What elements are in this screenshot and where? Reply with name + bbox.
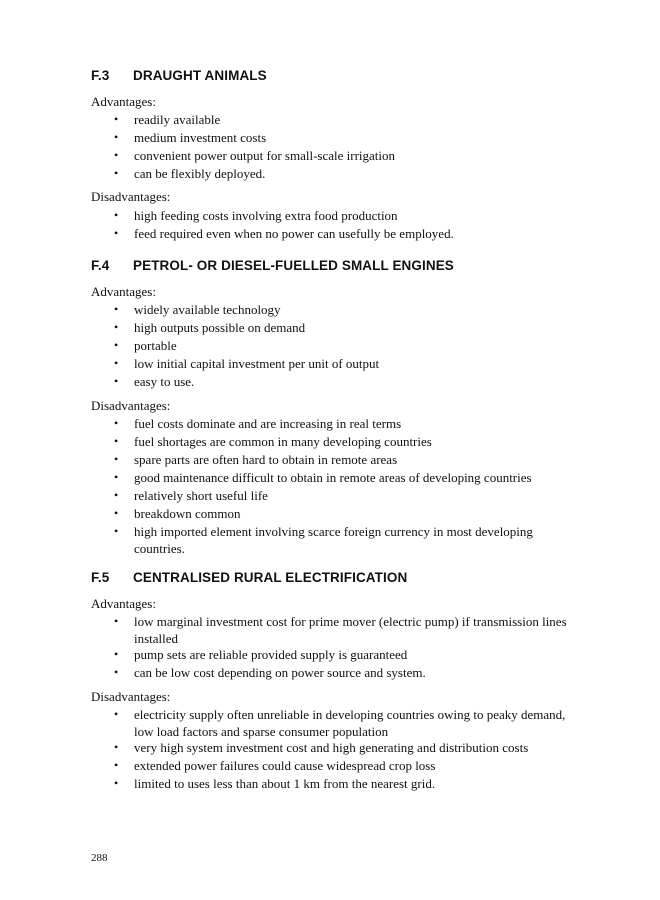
disadvantages-label: Disadvantages: <box>91 189 171 204</box>
bullet-icon: • <box>114 776 119 790</box>
list-item <box>114 613 584 648</box>
section-heading-f4 <box>91 258 454 273</box>
list-item-text: can be flexibly deployed. <box>134 166 266 181</box>
bullet-icon: • <box>114 740 119 754</box>
list-item-text: extended power failures could cause widespread crop loss <box>134 758 436 773</box>
list-item <box>114 646 584 663</box>
list-item-text: spare parts are often hard to obtain in remote areas <box>134 452 398 467</box>
list-item <box>114 147 584 164</box>
list-item <box>114 739 584 756</box>
list-item-text: very high system investment cost and high generating and distribution costs <box>134 740 529 755</box>
section-title: CENTRALISED RURAL ELECTRIFICATION <box>133 570 408 585</box>
list-item <box>114 337 584 354</box>
list-item <box>114 301 584 318</box>
list-item-text: low marginal investment cost for prime mover (electric pump) if transmission lines installed <box>134 614 567 647</box>
disadvantages-label: Disadvantages: <box>91 689 171 704</box>
advantages-label: Advantages: <box>91 94 156 109</box>
bullet-icon: • <box>114 302 119 316</box>
bullet-icon: • <box>114 614 119 628</box>
bullet-icon: • <box>114 148 119 162</box>
list-item-text: relatively short useful life <box>134 488 268 503</box>
bullet-icon: • <box>114 112 119 126</box>
list-item <box>114 451 584 468</box>
bullet-icon: • <box>114 452 119 466</box>
list-item <box>114 355 584 372</box>
section-heading-f5 <box>91 570 407 585</box>
list-item <box>114 433 584 450</box>
list-item-text: readily available <box>134 112 221 127</box>
list-item-text: electricity supply often unreliable in developing countries owing to peaky demand, low load factors and sparse consumer population <box>134 707 566 740</box>
bullet-icon: • <box>114 166 119 180</box>
list-item <box>114 757 584 774</box>
list-item <box>114 225 584 242</box>
list-item-text: limited to uses less than about 1 km from the nearest grid. <box>134 776 436 791</box>
list-item <box>114 373 584 390</box>
list-item <box>114 775 584 792</box>
bullet-icon: • <box>114 470 119 484</box>
list-item-text: can be low cost depending on power source and system. <box>134 665 426 680</box>
bullet-icon: • <box>114 758 119 772</box>
list-item-text: fuel costs dominate and are increasing in real terms <box>134 416 402 431</box>
bullet-icon: • <box>114 130 119 144</box>
list-item-text: breakdown common <box>134 506 241 521</box>
section-number: F.3 <box>91 68 110 83</box>
bullet-icon: • <box>114 488 119 502</box>
disadvantages-label: Disadvantages: <box>91 398 171 413</box>
bullet-icon: • <box>114 416 119 430</box>
section-title: DRAUGHT ANIMALS <box>133 68 267 83</box>
bullet-icon: • <box>114 434 119 448</box>
list-item-text: fuel shortages are common in many developing countries <box>134 434 432 449</box>
list-item <box>114 207 584 224</box>
bullet-icon: • <box>114 338 119 352</box>
list-item-text: convenient power output for small-scale irrigation <box>134 148 396 163</box>
list-item <box>114 706 584 741</box>
bullet-icon: • <box>114 524 119 538</box>
page-number: 288 <box>91 852 108 864</box>
bullet-icon: • <box>114 320 119 334</box>
list-item <box>114 469 584 486</box>
list-item <box>114 664 584 681</box>
section-title: PETROL- OR DIESEL-FUELLED SMALL ENGINES <box>133 258 454 273</box>
bullet-icon: • <box>114 374 119 388</box>
list-item-text: feed required even when no power can usefully be employed. <box>134 226 454 241</box>
list-item <box>114 415 584 432</box>
list-item <box>114 129 584 146</box>
list-item-text: low initial capital investment per unit of output <box>134 356 380 371</box>
list-item-text: portable <box>134 338 177 353</box>
list-item <box>114 487 584 504</box>
list-item-text: medium investment costs <box>134 130 267 145</box>
section-heading-f3 <box>91 68 267 83</box>
list-item <box>114 505 584 522</box>
list-item <box>114 523 584 558</box>
list-item <box>114 319 584 336</box>
list-item-text: easy to use. <box>134 374 195 389</box>
list-item-text: high outputs possible on demand <box>134 320 306 335</box>
list-item-text: good maintenance difficult to obtain in remote areas of developing countries <box>134 470 532 485</box>
list-item-text: widely available technology <box>134 302 281 317</box>
section-number: F.4 <box>91 258 110 273</box>
bullet-icon: • <box>114 506 119 520</box>
advantages-label: Advantages: <box>91 284 156 299</box>
list-item <box>114 165 584 182</box>
section-number: F.5 <box>91 570 110 585</box>
list-item <box>114 111 584 128</box>
bullet-icon: • <box>114 707 119 721</box>
list-item-text: high feeding costs involving extra food production <box>134 208 398 223</box>
bullet-icon: • <box>114 647 119 661</box>
bullet-icon: • <box>114 226 119 240</box>
bullet-icon: • <box>114 208 119 222</box>
advantages-label: Advantages: <box>91 596 156 611</box>
bullet-icon: • <box>114 665 119 679</box>
list-item-text: pump sets are reliable provided supply is guaranteed <box>134 647 408 662</box>
list-item-text: high imported element involving scarce foreign currency in most developing countries. <box>134 524 533 557</box>
bullet-icon: • <box>114 356 119 370</box>
